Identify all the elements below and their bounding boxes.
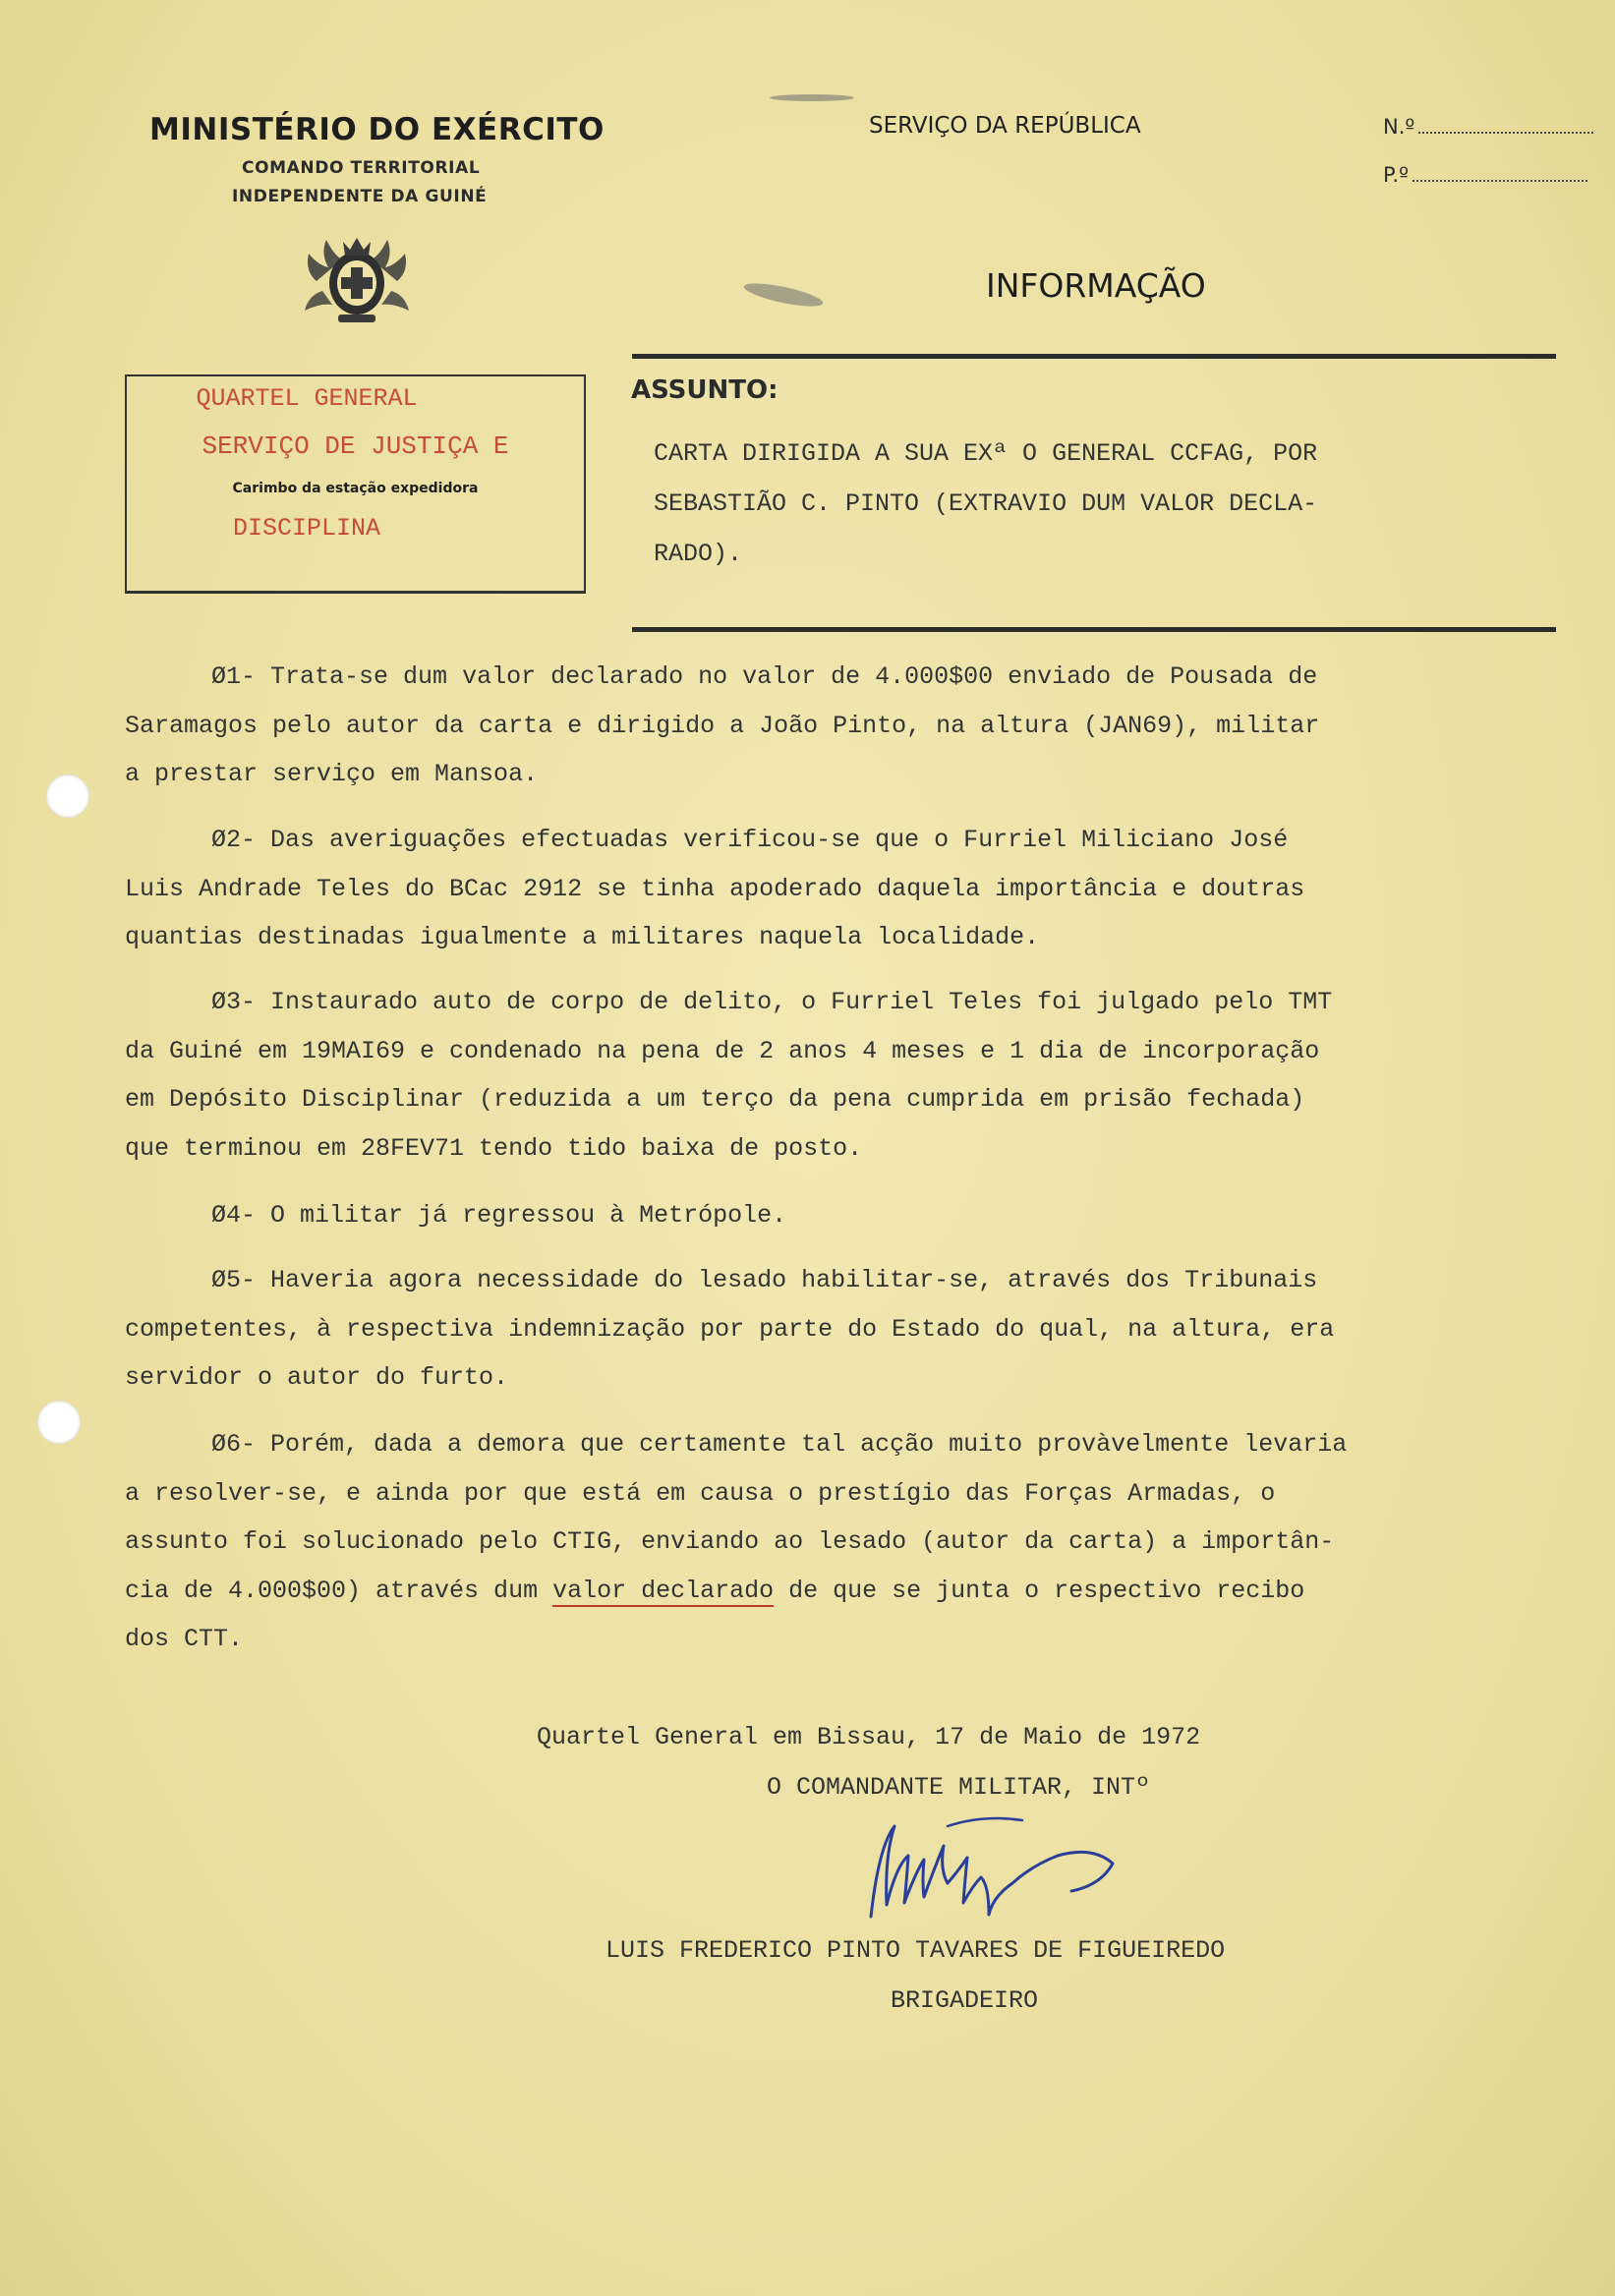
paragraph-6-line-3	[125, 1518, 1334, 1567]
paragraph-text: cia de 4.000$00) através dum valor declarado de que se junta o respectivo recibo	[125, 1576, 1305, 1605]
signatory-name: LUIS FREDERICO PINTO TAVARES DE FIGUEIREDO	[606, 1936, 1226, 1965]
punch-hole-top	[46, 775, 89, 818]
paragraph-text: Saramagos pelo autor da carta e dirigido a João Pinto, na altura (JAN69), militar	[125, 711, 1320, 740]
paragraph-text: a resolver-se, e ainda por que está em causa o prestígio das Forças Armadas, o	[125, 1478, 1276, 1508]
stamp-line-1: QUARTEL GENERAL	[196, 384, 418, 413]
paragraph-number: Ø6-	[211, 1430, 257, 1459]
paragraph-3-line-3	[125, 1075, 1304, 1124]
dispatch-stamp	[125, 374, 586, 594]
paragraph-text: O militar já regressou à Metrópole.	[270, 1201, 787, 1230]
command-line-2: INDEPENDENTE DA GUINÉ	[232, 187, 488, 206]
subject-label: ASSUNTO:	[631, 375, 779, 405]
process-label: P.º	[1383, 163, 1409, 187]
place-date: Quartel General em Bissau, 17 de Maio de 1972	[537, 1723, 1201, 1751]
signatory-rank: BRIGADEIRO	[891, 1986, 1039, 2015]
paragraph-text: Haveria agora necessidade do lesado habilitar-se, através dos Tribunais	[270, 1266, 1318, 1294]
paragraph-6-line-4	[125, 1567, 1304, 1616]
paragraph-1-line-2	[125, 702, 1319, 751]
paper-mark	[770, 94, 854, 101]
paragraph-5-line-3	[125, 1353, 508, 1403]
paragraph-number: Ø2-	[211, 826, 257, 854]
subject-line-3: RADO).	[654, 540, 743, 568]
paragraph-text: Luis Andrade Teles do BCac 2912 se tinha apoderado daquela importância e doutras	[125, 874, 1305, 903]
paragraph-text: em Depósito Disciplinar (reduzida a um terço da pena cumprida em prisão fechada)	[125, 1085, 1305, 1114]
paragraph-text: assunto foi solucionado pelo CTIG, enviando ao lesado (autor da carta) a importân-	[125, 1527, 1335, 1556]
paragraph-3-line-1	[211, 978, 1332, 1027]
punch-hole-bottom	[37, 1401, 81, 1444]
paragraph-6-line-1	[211, 1420, 1347, 1469]
underlined-phrase: valor declarado	[552, 1576, 775, 1605]
paragraph-3-line-2	[125, 1027, 1319, 1076]
paragraph-text: da Guiné em 19MAI69 e condenado na pena de 2 anos 4 meses e 1 dia de incorporação	[125, 1036, 1320, 1065]
paragraph-1-line-3	[125, 750, 538, 799]
subject-line-2: SEBASTIÃO C. PINTO (EXTRAVIO DUM VALOR DECLA-	[654, 489, 1318, 518]
paragraph-number: Ø3-	[211, 988, 257, 1016]
paper-mark	[742, 279, 825, 312]
paragraph-4-line-1	[211, 1191, 786, 1240]
paragraph-text: a prestar serviço em Mansoa.	[125, 760, 539, 788]
paragraph-6-line-2	[125, 1469, 1275, 1519]
paragraph-3-line-4	[125, 1124, 862, 1174]
paragraph-number: Ø4-	[211, 1201, 257, 1230]
paragraph-6-line-5	[125, 1615, 243, 1664]
paragraph-2-line-3	[125, 913, 1039, 962]
process-field	[1383, 163, 1587, 187]
signatory-title: O COMANDANTE MILITAR, INTº	[767, 1773, 1151, 1802]
command-line-1: COMANDO TERRITORIAL	[242, 158, 481, 178]
paragraph-2-line-2	[125, 865, 1304, 914]
paragraph-number: Ø5-	[211, 1266, 257, 1294]
service-title: SERVIÇO DA REPÚBLICA	[869, 113, 1141, 139]
paragraph-1-line-1	[211, 653, 1317, 702]
stamp-line-2: SERVIÇO DE JUSTIÇA E	[202, 431, 509, 461]
coat-of-arms-icon	[299, 232, 415, 324]
bottom-rule	[632, 627, 1556, 632]
stamp-line-3: DISCIPLINA	[232, 514, 381, 543]
paragraph-5-line-1	[211, 1256, 1317, 1305]
paragraph-text: competentes, à respectiva indemnização por parte do Estado do qual, na altura, era	[125, 1314, 1335, 1344]
signature-icon	[865, 1787, 1130, 1934]
paragraph-text: dos CTT.	[125, 1625, 244, 1653]
top-rule	[632, 354, 1556, 359]
paragraph-number: Ø1-	[211, 662, 257, 691]
paragraph-text: Das averiguações efectuadas verificou-se que o Furriel Miliciano José	[270, 826, 1289, 854]
ministry-title: MINISTÉRIO DO EXÉRCITO	[149, 112, 605, 147]
number-field	[1383, 115, 1593, 139]
subject-text	[654, 429, 1499, 579]
paragraph-text: quantias destinadas igualmente a militares naquela localidade.	[125, 923, 1040, 951]
subject-line-1: CARTA DIRIGIDA A SUA EXª O GENERAL CCFAG, POR	[654, 439, 1318, 468]
paragraph-5-line-2	[125, 1305, 1334, 1354]
number-label: N.º	[1383, 115, 1415, 139]
paragraph-text: Porém, dada a demora que certamente tal acção muito provàvelmente levaria	[270, 1430, 1348, 1459]
document-type: INFORMAÇÃO	[986, 266, 1206, 305]
paragraph-2-line-1	[211, 816, 1288, 865]
paragraph-text: Instaurado auto de corpo de delito, o Furriel Teles foi julgado pelo TMT	[270, 988, 1333, 1016]
paragraph-text: que terminou em 28FEV71 tendo tido baixa de posto.	[125, 1133, 863, 1163]
stamp-caption: Carimbo da estação expedidora	[232, 481, 479, 496]
paragraph-text: Trata-se dum valor declarado no valor de 4.000$00 enviado de Pousada de	[270, 662, 1318, 691]
paragraph-text: servidor o autor do furto.	[125, 1363, 509, 1392]
